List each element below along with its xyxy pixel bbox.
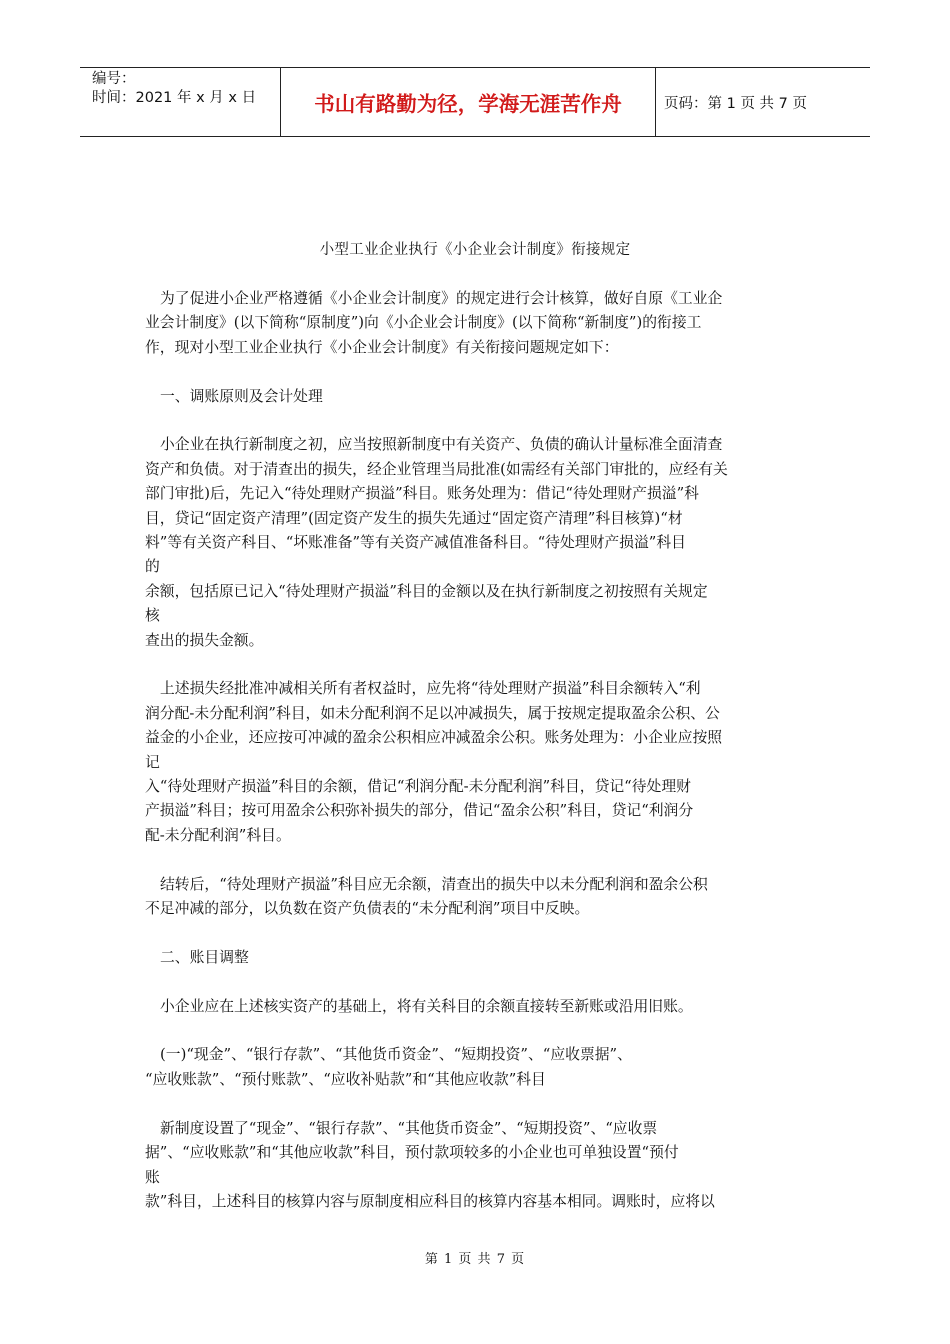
document-body: [145, 287, 813, 1239]
paragraph-audit: 小企业在执行新制度之初，应当按照新制度中有关资产、负债的确认计量标准全面清查 资产和负债。对于清查出的损失，经企业管理当局批准(如需经有关部门审批的，应经有关 部门审批)后，先记入“待处理财产损溢”科目。账务处理为：借记“待处理财产损溢”科 目，贷记“固定资产清理”(固定资产发生的损失先通过“固定资产清理”科目核算)“材 料”等有关资产科目、“坏账准备”等有关资产减值准备科目。“待处理财产损溢”科目 的 余额，包括原已记入“待处理财产损溢”科目的金额以及在执行新制度之初按照有关规定 核 查出的损失金额。: [145, 436, 728, 649]
document-title: 小型工业企业执行《小企业会计制度》衔接规定: [319, 242, 631, 258]
page-footer: 第 1 页 共 7 页: [424, 1252, 526, 1267]
paragraph-balance: 结转后，“待处理财产损溢”科目应无余额，清查出的损失中以未分配利润和盈余公积 不足冲减的部分，以负数在资产负债表的“未分配利润”项目中反映。: [145, 875, 708, 918]
paragraph-accounts: 新制度设置了“现金”、“银行存款”、“其他货币资金”、“短期投资”、“应收票 据”、“应收账款”和“其他应收款”科目，预付款项较多的小企业也可单独设置“预付 账 款”科目，上述科目的核算内容与原制度相应科目的核算内容基本相同。调账时，应将以: [145, 1119, 715, 1210]
paragraph-writeoff: 上述损失经批准冲减相关所有者权益时，应先将“待处理财产损溢”科目余额转入“利 润分配-未分配利润”科目，如未分配利润不足以冲减损失，属于按规定提取盈余公积、公 益金的小企业，还应按可冲减的盈余公积相应冲减盈余公积。账务处理为：小企业应按照 记 入“待处理财产损溢”科目的余额，借记“利润分配-未分配利润”科目，贷记“待处理财 产损溢”科目；按可用盈余公积弥补损失的部分，借记“盈余公积”科目，贷记“利润分 配-未分配利润”科目。: [145, 680, 723, 844]
document-number-label: 编号：: [92, 71, 136, 87]
section-heading-1: 一、调账原则及会计处理: [160, 387, 323, 405]
paragraph-transfer: 小企业应在上述核实资产的基础上，将有关科目的余额直接转至新账或沿用旧账。: [160, 997, 693, 1015]
subsection-heading-1: (一)“现金”、“银行存款”、“其他货币资金”、“短期投资”、“应收票据”、 “应收账款”、“预付账款”、“应收补贴款”和“其他应收款”科目: [145, 1046, 632, 1088]
section-heading-2: 二、账目调整: [160, 948, 249, 966]
header-motto: 书山有路勤为径，学海无涯苦作舟: [280, 68, 656, 136]
document-date: 时间：2021 年 x 月 x 日: [92, 90, 257, 106]
header-page-info: 页码：第 1 页 共 7 页: [664, 95, 807, 112]
intro-paragraph: 为了促进小企业严格遵循《小企业会计制度》的规定进行会计核算，做好自原《工业企 业会计制度》(以下简称“原制度”)向《小企业会计制度》(以下简称“新制度”)的衔接工 作，现对小型工业企业执行《小企业会计制度》有关衔接问题规定如下：: [145, 290, 723, 356]
header-meta: [80, 68, 280, 136]
page-header: [80, 67, 870, 137]
